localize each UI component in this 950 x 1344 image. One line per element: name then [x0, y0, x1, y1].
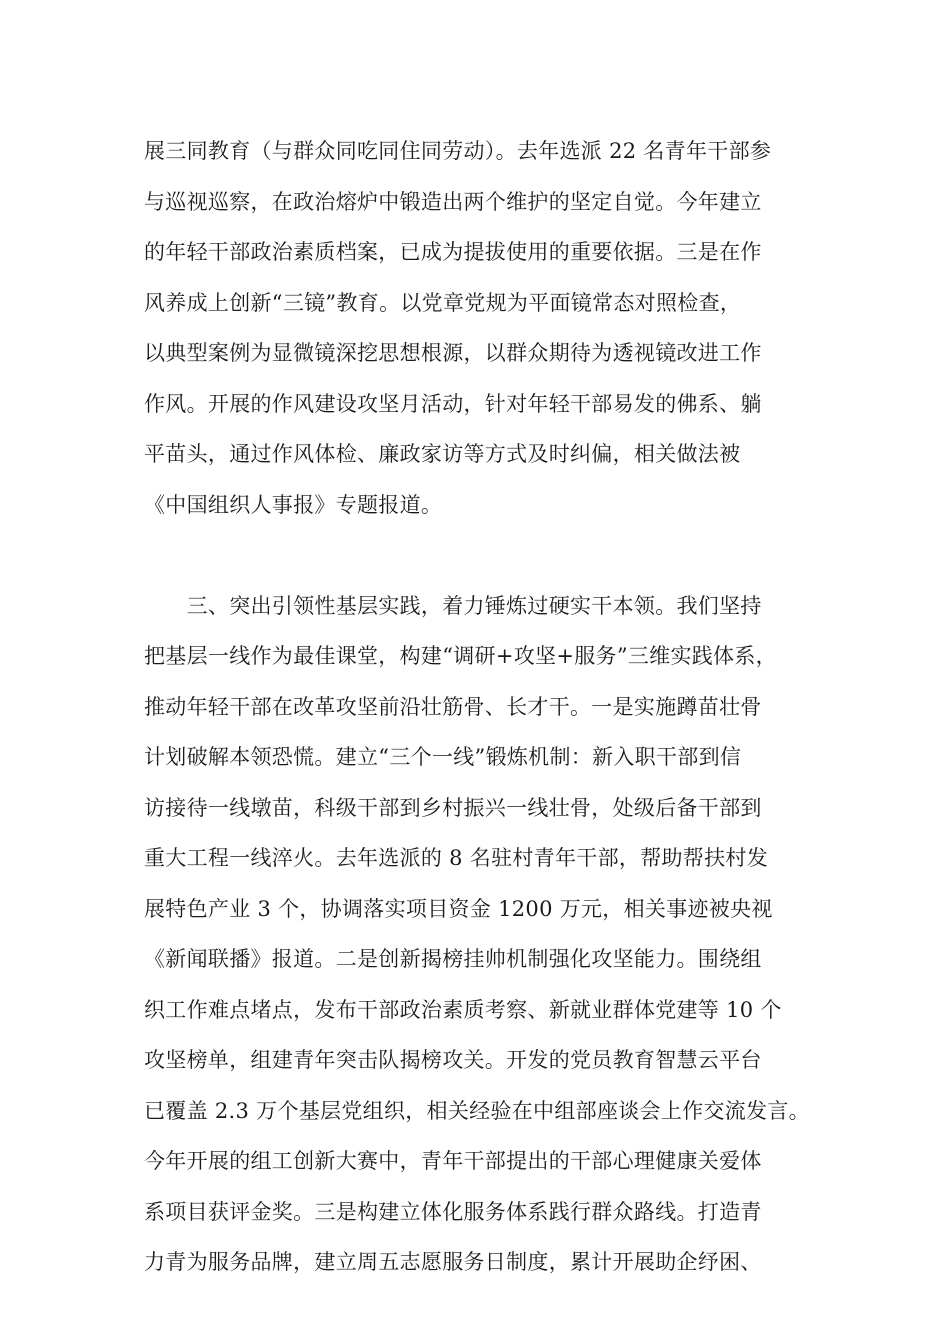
- text-line: 访接待一线墩苗，科级干部到乡村振兴一线壮骨，处级后备干部到: [144, 795, 762, 820]
- text-line: 攻坚榜单，组建青年突击队揭榜攻关。开发的党员教育智慧云平台: [144, 1048, 762, 1072]
- text-line: 与巡视巡察，在政治熔炉中锻造出两个维护的坚定自觉。今年建立: [144, 189, 762, 214]
- text-line: 《中国组织人事报》专题报道。: [144, 492, 443, 517]
- text-line: 风养成上创新“三镜”教育。以党章党规为平面镜常态对照检查，: [144, 290, 742, 315]
- text-line: 《新闻联播》报道。二是创新揭榜挂帅机制强化攻坚能力。围绕组: [144, 947, 762, 971]
- text-line: 作风。开展的作风建设攻坚月活动，针对年轻干部易发的佛系、躺: [144, 391, 762, 416]
- text-line: 今年开展的组工创新大赛中，青年干部提出的干部心理健康关爱体: [144, 1149, 762, 1173]
- text-line: 平苗头，通过作风体检、廉政家访等方式及时纠偏，相关做法被: [144, 442, 741, 466]
- paragraph-gap: [144, 530, 844, 581]
- text-line: 三、突出引领性基层实践，着力锤炼过硬实干本领。我们坚持: [144, 593, 762, 618]
- text-line: 计划破解本领恐慌。建立“三个一线”锻炼机制：新入职干部到信: [144, 745, 742, 769]
- text-line: 织工作难点堵点，发布干部政治素质考察、新就业群体党建等 10 个: [144, 997, 782, 1022]
- text-line: 推动年轻干部在改革攻坚前沿壮筋骨、长才干。一是实施蹲苗壮骨: [144, 694, 762, 719]
- text-line: 把基层一线作为最佳课堂，构建“调研+攻坚+服务”三维实践体系，: [144, 644, 777, 668]
- text-line: 系项目获评金奖。三是构建立体化服务体系践行群众路线。打造青: [144, 1199, 762, 1224]
- text-line: 展特色产业 3 个，协调落实项目资金 1200 万元，相关事迹被央视: [144, 896, 773, 921]
- document-body: [144, 126, 844, 1288]
- text-line: 的年轻干部政治素质档案，已成为提拔使用的重要依据。三是在作: [144, 240, 762, 264]
- text-line: 力青为服务品牌，建立周五志愿服务日制度，累计开展助企纾困、: [144, 1250, 762, 1274]
- text-line: 重大工程一线淬火。去年选派的 8 名驻村青年干部，帮助帮扶村发: [144, 846, 769, 870]
- text-line: 以典型案例为显微镜深挖思想根源，以群众期待为透视镜改进工作: [144, 341, 762, 365]
- text-line: 已覆盖 2.3 万个基层党组织，相关经验在中组部座谈会上作交流发言。: [144, 1098, 810, 1123]
- text-line: 展三同教育（与群众同吃同住同劳动）。去年选派 22 名青年干部参: [144, 139, 772, 163]
